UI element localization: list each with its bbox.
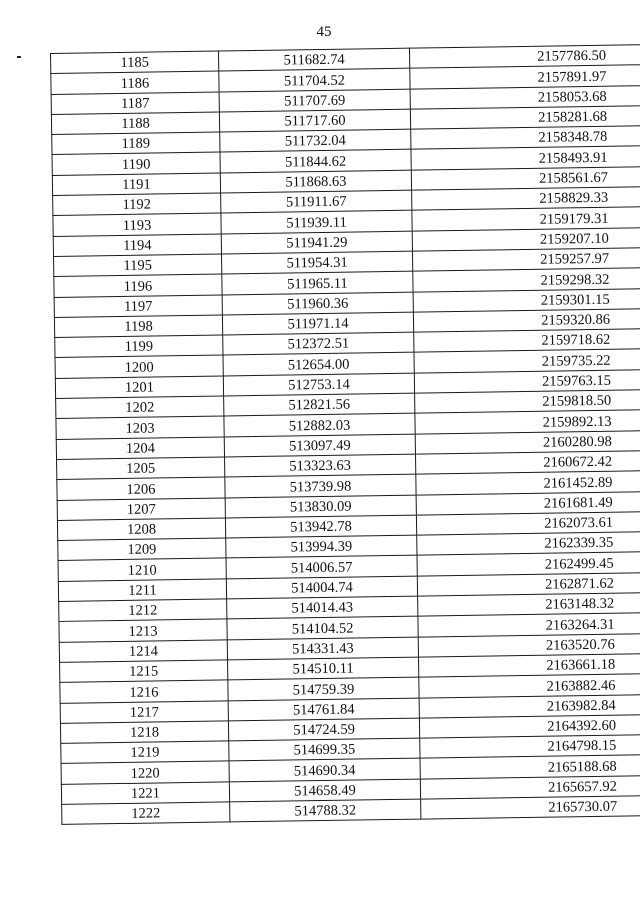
point-number-cell: 1210 — [58, 558, 226, 581]
point-number-cell: 1190 — [52, 152, 220, 175]
point-number-cell: 1208 — [57, 518, 225, 541]
y-coordinate-cell: 2159298.32 — [413, 268, 640, 292]
point-number-cell: 1198 — [54, 315, 222, 338]
y-coordinate-cell: 2158053.68 — [410, 85, 640, 109]
y-coordinate-cell: 2159718.62 — [414, 329, 640, 353]
point-number-cell: 1193 — [53, 213, 221, 236]
point-number-cell: 1207 — [57, 497, 225, 520]
coordinates-table — [50, 44, 640, 825]
x-coordinate-cell: 512882.03 — [224, 413, 415, 436]
point-number-cell: 1216 — [60, 680, 228, 703]
y-coordinate-cell: 2159207.10 — [412, 227, 640, 251]
x-coordinate-cell: 514104.52 — [227, 616, 418, 639]
point-number-cell: 1213 — [59, 619, 227, 642]
y-coordinate-cell: 2163882.46 — [419, 674, 640, 698]
x-coordinate-cell: 514699.35 — [229, 738, 420, 761]
point-number-cell: 1196 — [54, 274, 222, 297]
point-number-cell: 1188 — [51, 112, 219, 135]
x-coordinate-cell: 513097.49 — [224, 434, 415, 457]
point-number-cell: 1209 — [58, 538, 226, 561]
point-number-cell: 1206 — [57, 477, 225, 500]
y-coordinate-cell: 2159735.22 — [414, 349, 640, 373]
scan-mark — [17, 56, 21, 58]
x-coordinate-cell: 512372.51 — [223, 332, 414, 355]
y-coordinate-cell: 2161452.89 — [416, 471, 640, 495]
y-coordinate-cell: 2164392.60 — [419, 714, 640, 738]
y-coordinate-cell: 2165657.92 — [420, 775, 640, 799]
x-coordinate-cell: 512753.14 — [223, 373, 414, 396]
y-coordinate-cell: 2163982.84 — [419, 694, 640, 718]
point-number-cell: 1217 — [60, 700, 228, 723]
point-number-cell: 1203 — [56, 416, 224, 439]
y-coordinate-cell: 2165188.68 — [420, 755, 640, 779]
point-number-cell: 1194 — [53, 234, 221, 257]
x-coordinate-cell: 511844.62 — [220, 150, 411, 173]
y-coordinate-cell: 2159818.50 — [415, 390, 640, 414]
point-number-cell: 1195 — [54, 254, 222, 277]
y-coordinate-cell: 2164798.15 — [420, 735, 640, 759]
x-coordinate-cell: 514658.49 — [229, 779, 420, 802]
point-number-cell: 1199 — [55, 335, 223, 358]
x-coordinate-cell: 511971.14 — [222, 312, 413, 335]
point-number-cell: 1214 — [59, 640, 227, 663]
x-coordinate-cell: 513739.98 — [225, 474, 416, 497]
point-number-cell: 1205 — [57, 457, 225, 480]
point-number-cell: 1191 — [52, 173, 220, 196]
y-coordinate-cell: 2159179.31 — [412, 207, 640, 231]
y-coordinate-cell: 2160280.98 — [415, 430, 640, 454]
x-coordinate-cell: 514788.32 — [230, 799, 421, 822]
y-coordinate-cell: 2158561.67 — [411, 166, 640, 190]
point-number-cell: 1186 — [51, 71, 219, 94]
x-coordinate-cell: 511868.63 — [220, 170, 411, 193]
coordinates-table-wrapper — [50, 45, 616, 825]
point-number-cell: 1211 — [58, 579, 226, 602]
x-coordinate-cell: 513994.39 — [226, 535, 417, 558]
x-coordinate-cell: 514761.84 — [228, 698, 419, 721]
y-coordinate-cell: 2162339.35 — [417, 532, 640, 556]
x-coordinate-cell: 511717.60 — [219, 109, 410, 132]
y-coordinate-cell: 2158493.91 — [411, 146, 640, 170]
y-coordinate-cell: 2157891.97 — [410, 65, 640, 89]
y-coordinate-cell: 2159257.97 — [412, 248, 640, 272]
point-number-cell: 1197 — [54, 295, 222, 318]
x-coordinate-cell: 514690.34 — [229, 758, 420, 781]
x-coordinate-cell: 512821.56 — [224, 393, 415, 416]
x-coordinate-cell: 511732.04 — [220, 129, 411, 152]
x-coordinate-cell: 513942.78 — [225, 515, 416, 538]
y-coordinate-cell: 2158829.33 — [412, 187, 640, 211]
point-number-cell: 1221 — [61, 782, 229, 805]
y-coordinate-cell: 2162871.62 — [417, 572, 640, 596]
x-coordinate-cell: 514006.57 — [226, 556, 417, 579]
y-coordinate-cell: 2163148.32 — [418, 593, 640, 617]
point-number-cell: 1202 — [56, 396, 224, 419]
x-coordinate-cell: 512654.00 — [223, 353, 414, 376]
point-number-cell: 1219 — [61, 741, 229, 764]
y-coordinate-cell: 2157786.50 — [409, 45, 640, 69]
point-number-cell: 1204 — [56, 437, 224, 460]
page-number: 45 — [316, 24, 332, 40]
point-number-cell: 1200 — [55, 355, 223, 378]
y-coordinate-cell: 2162073.61 — [416, 511, 640, 535]
x-coordinate-cell: 514014.43 — [227, 596, 418, 619]
y-coordinate-cell: 2163520.76 — [418, 633, 640, 657]
point-number-cell: 1185 — [51, 51, 219, 74]
y-coordinate-cell: 2158281.68 — [410, 105, 640, 129]
point-number-cell: 1215 — [60, 660, 228, 683]
x-coordinate-cell: 511911.67 — [221, 190, 412, 213]
y-coordinate-cell: 2159301.15 — [413, 288, 640, 312]
y-coordinate-cell: 2165730.07 — [421, 795, 640, 819]
y-coordinate-cell: 2162499.45 — [417, 552, 640, 576]
point-number-cell: 1201 — [55, 376, 223, 399]
point-number-cell: 1192 — [53, 193, 221, 216]
x-coordinate-cell: 514759.39 — [228, 677, 419, 700]
point-number-cell: 1220 — [61, 761, 229, 784]
y-coordinate-cell: 2158348.78 — [411, 126, 640, 150]
point-number-cell: 1187 — [51, 92, 219, 115]
y-coordinate-cell: 2159892.13 — [415, 410, 640, 434]
x-coordinate-cell: 513830.09 — [225, 495, 416, 518]
x-coordinate-cell: 511704.52 — [219, 68, 410, 91]
x-coordinate-cell: 511954.31 — [221, 251, 412, 274]
y-coordinate-cell: 2160672.42 — [415, 450, 640, 474]
point-number-cell: 1212 — [59, 599, 227, 622]
x-coordinate-cell: 511965.11 — [222, 271, 413, 294]
y-coordinate-cell: 2159320.86 — [413, 308, 640, 332]
y-coordinate-cell: 2163264.31 — [418, 613, 640, 637]
table-body — [51, 45, 640, 825]
x-coordinate-cell: 511939.11 — [221, 211, 412, 234]
y-coordinate-cell: 2163661.18 — [419, 653, 640, 677]
x-coordinate-cell: 513323.63 — [225, 454, 416, 477]
point-number-cell: 1189 — [52, 132, 220, 155]
x-coordinate-cell: 511682.74 — [218, 48, 409, 71]
x-coordinate-cell: 511960.36 — [222, 292, 413, 315]
x-coordinate-cell: 511707.69 — [219, 89, 410, 112]
x-coordinate-cell: 514510.11 — [228, 657, 419, 680]
point-number-cell: 1218 — [60, 721, 228, 744]
y-coordinate-cell: 2159763.15 — [414, 369, 640, 393]
point-number-cell: 1222 — [62, 802, 230, 825]
x-coordinate-cell: 514331.43 — [227, 637, 418, 660]
x-coordinate-cell: 514724.59 — [228, 718, 419, 741]
x-coordinate-cell: 514004.74 — [226, 576, 417, 599]
y-coordinate-cell: 2161681.49 — [416, 491, 640, 515]
x-coordinate-cell: 511941.29 — [221, 231, 412, 254]
